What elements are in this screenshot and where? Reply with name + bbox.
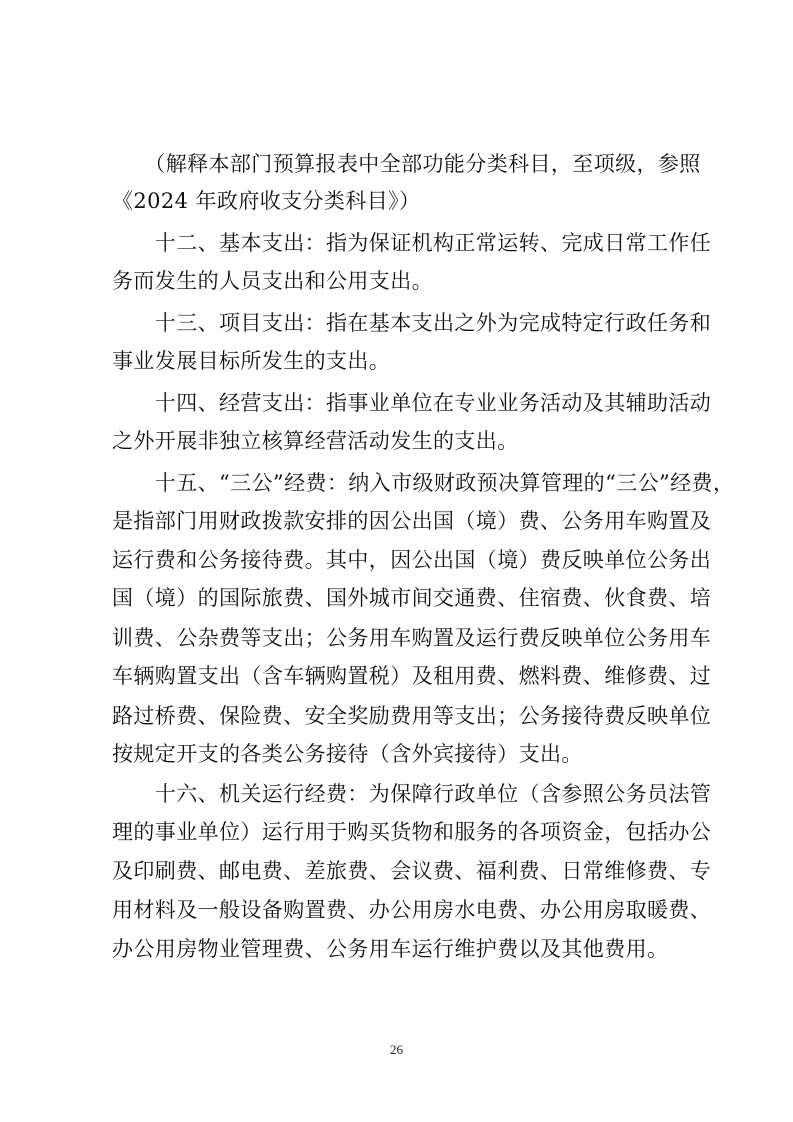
text-line: 务而发生的人员支出和公用支出。 (112, 269, 433, 293)
text-line: 按规定开支的各类公务接待（含外宾接待）支出。 (112, 742, 583, 766)
text-line: 事业发展目标所发生的支出。 (112, 349, 391, 373)
text-line: 运行费和公务接待费。其中，因公出国（境）费反映单位公务出 (112, 548, 712, 572)
text-line: 之外开展非独立核算经营活动发生的支出。 (112, 429, 519, 453)
text-line: 国（境）的国际旅费、国外城市间交通费、住宿费、伙食费、培 (112, 586, 712, 610)
text-line: 路过桥费、保险费、安全奖励费用等支出；公务接待费反映单位 (112, 704, 712, 728)
text-line: 及印刷费、邮电费、差旅费、会议费、福利费、日常维修费、专 (112, 859, 712, 883)
text-line: 理的事业单位）运行用于购买货物和服务的各项资金，包括办公 (112, 820, 712, 844)
text-line: 训费、公杂费等支出；公务用车购置及运行费反映单位公务用车 (112, 626, 712, 650)
text-line: 是指部门用财政拨款安排的因公出国（境）费、公务用车购置及 (112, 509, 712, 533)
text-line: 用材料及一般设备购置费、办公用房水电费、办公用房取暖费、 (112, 898, 712, 922)
text-line: 办公用房物业管理费、公务用车运行维护费以及其他费用。 (112, 937, 669, 961)
text-line: 十二、基本支出：指为保证机构正常运转、完成日常工作任 (112, 231, 712, 255)
text-line: 车辆购置支出（含车辆购置税）及租用费、燃料费、维修费、过 (112, 664, 712, 688)
text-line: （解释本部门预算报表中全部功能分类科目，至项级，参照 (112, 152, 701, 176)
text-line: 十六、机关运行经费：为保障行政单位（含参照公务员法管 (112, 782, 712, 806)
page-number: 26 (390, 1042, 403, 1057)
text-line: 《2024 年政府收支分类科目》） (112, 189, 421, 213)
text-line: 十五、“三公”经费：纳入市级财政预决算管理的“三公”经费， (112, 471, 735, 495)
text-line: 十四、经营支出：指事业单位在专业业务活动及其辅助活动 (112, 391, 712, 415)
text-line: 十三、项目支出：指在基本支出之外为完成特定行政任务和 (112, 311, 712, 335)
